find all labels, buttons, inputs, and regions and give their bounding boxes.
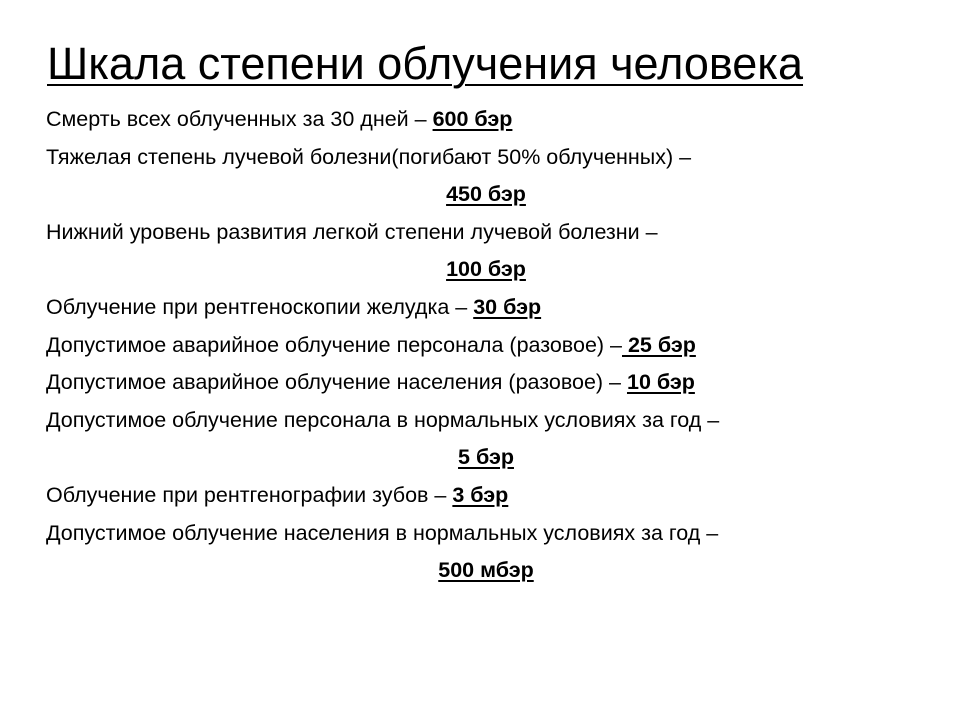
- item-dose-value: 450 бэр: [446, 182, 526, 207]
- item-text: Облучение при рентгеноскопии желудка –: [46, 294, 474, 319]
- list-item: [46, 289, 926, 327]
- item-dose-value: 3 бэр: [452, 482, 509, 507]
- item-dose-value: 30 бэр: [473, 294, 542, 319]
- list-item-value-line: [46, 251, 926, 289]
- list-item-value-line: [46, 176, 926, 214]
- list-item-value-line: [46, 552, 926, 590]
- item-dose-value: 100 бэр: [446, 257, 526, 282]
- list-item-value-line: [46, 439, 926, 477]
- list-item: [46, 477, 926, 515]
- item-dose-value: 5 бэр: [458, 445, 514, 470]
- item-dose-value: 25 бэр: [622, 332, 696, 357]
- list-item: [46, 101, 926, 139]
- item-dose-value: 10 бэр: [626, 370, 695, 395]
- item-text: Допустимое аварийное облучение населения (разовое) –: [46, 370, 627, 395]
- item-text: Допустимое облучение персонала в нормальных условиях за год –: [46, 407, 720, 432]
- item-text: Допустимое облучение населения в нормальных условиях за год –: [46, 520, 719, 545]
- item-dose-value: 600 бэр: [432, 107, 513, 131]
- item-dose-value: 500 мбэр: [438, 558, 534, 583]
- item-text: Нижний уровень развития легкой степени лучевой болезни –: [46, 219, 658, 244]
- item-text: Смерть всех облученных за 30 дней –: [46, 107, 433, 131]
- list-item: [46, 515, 926, 553]
- item-text: Облучение при рентгенографии зубов –: [46, 482, 453, 507]
- item-text: Допустимое аварийное облучение персонала (разовое) –: [46, 332, 622, 357]
- list-item: [46, 364, 926, 402]
- list-item: [46, 214, 926, 252]
- list-item: [46, 327, 926, 365]
- item-text: Тяжелая степень лучевой болезни(погибают 50% облученных) –: [46, 144, 692, 169]
- list-item: [46, 402, 926, 440]
- dose-list: [46, 101, 926, 590]
- slide-title: Шкала степени облучения человека: [47, 38, 804, 89]
- list-item: [46, 139, 926, 177]
